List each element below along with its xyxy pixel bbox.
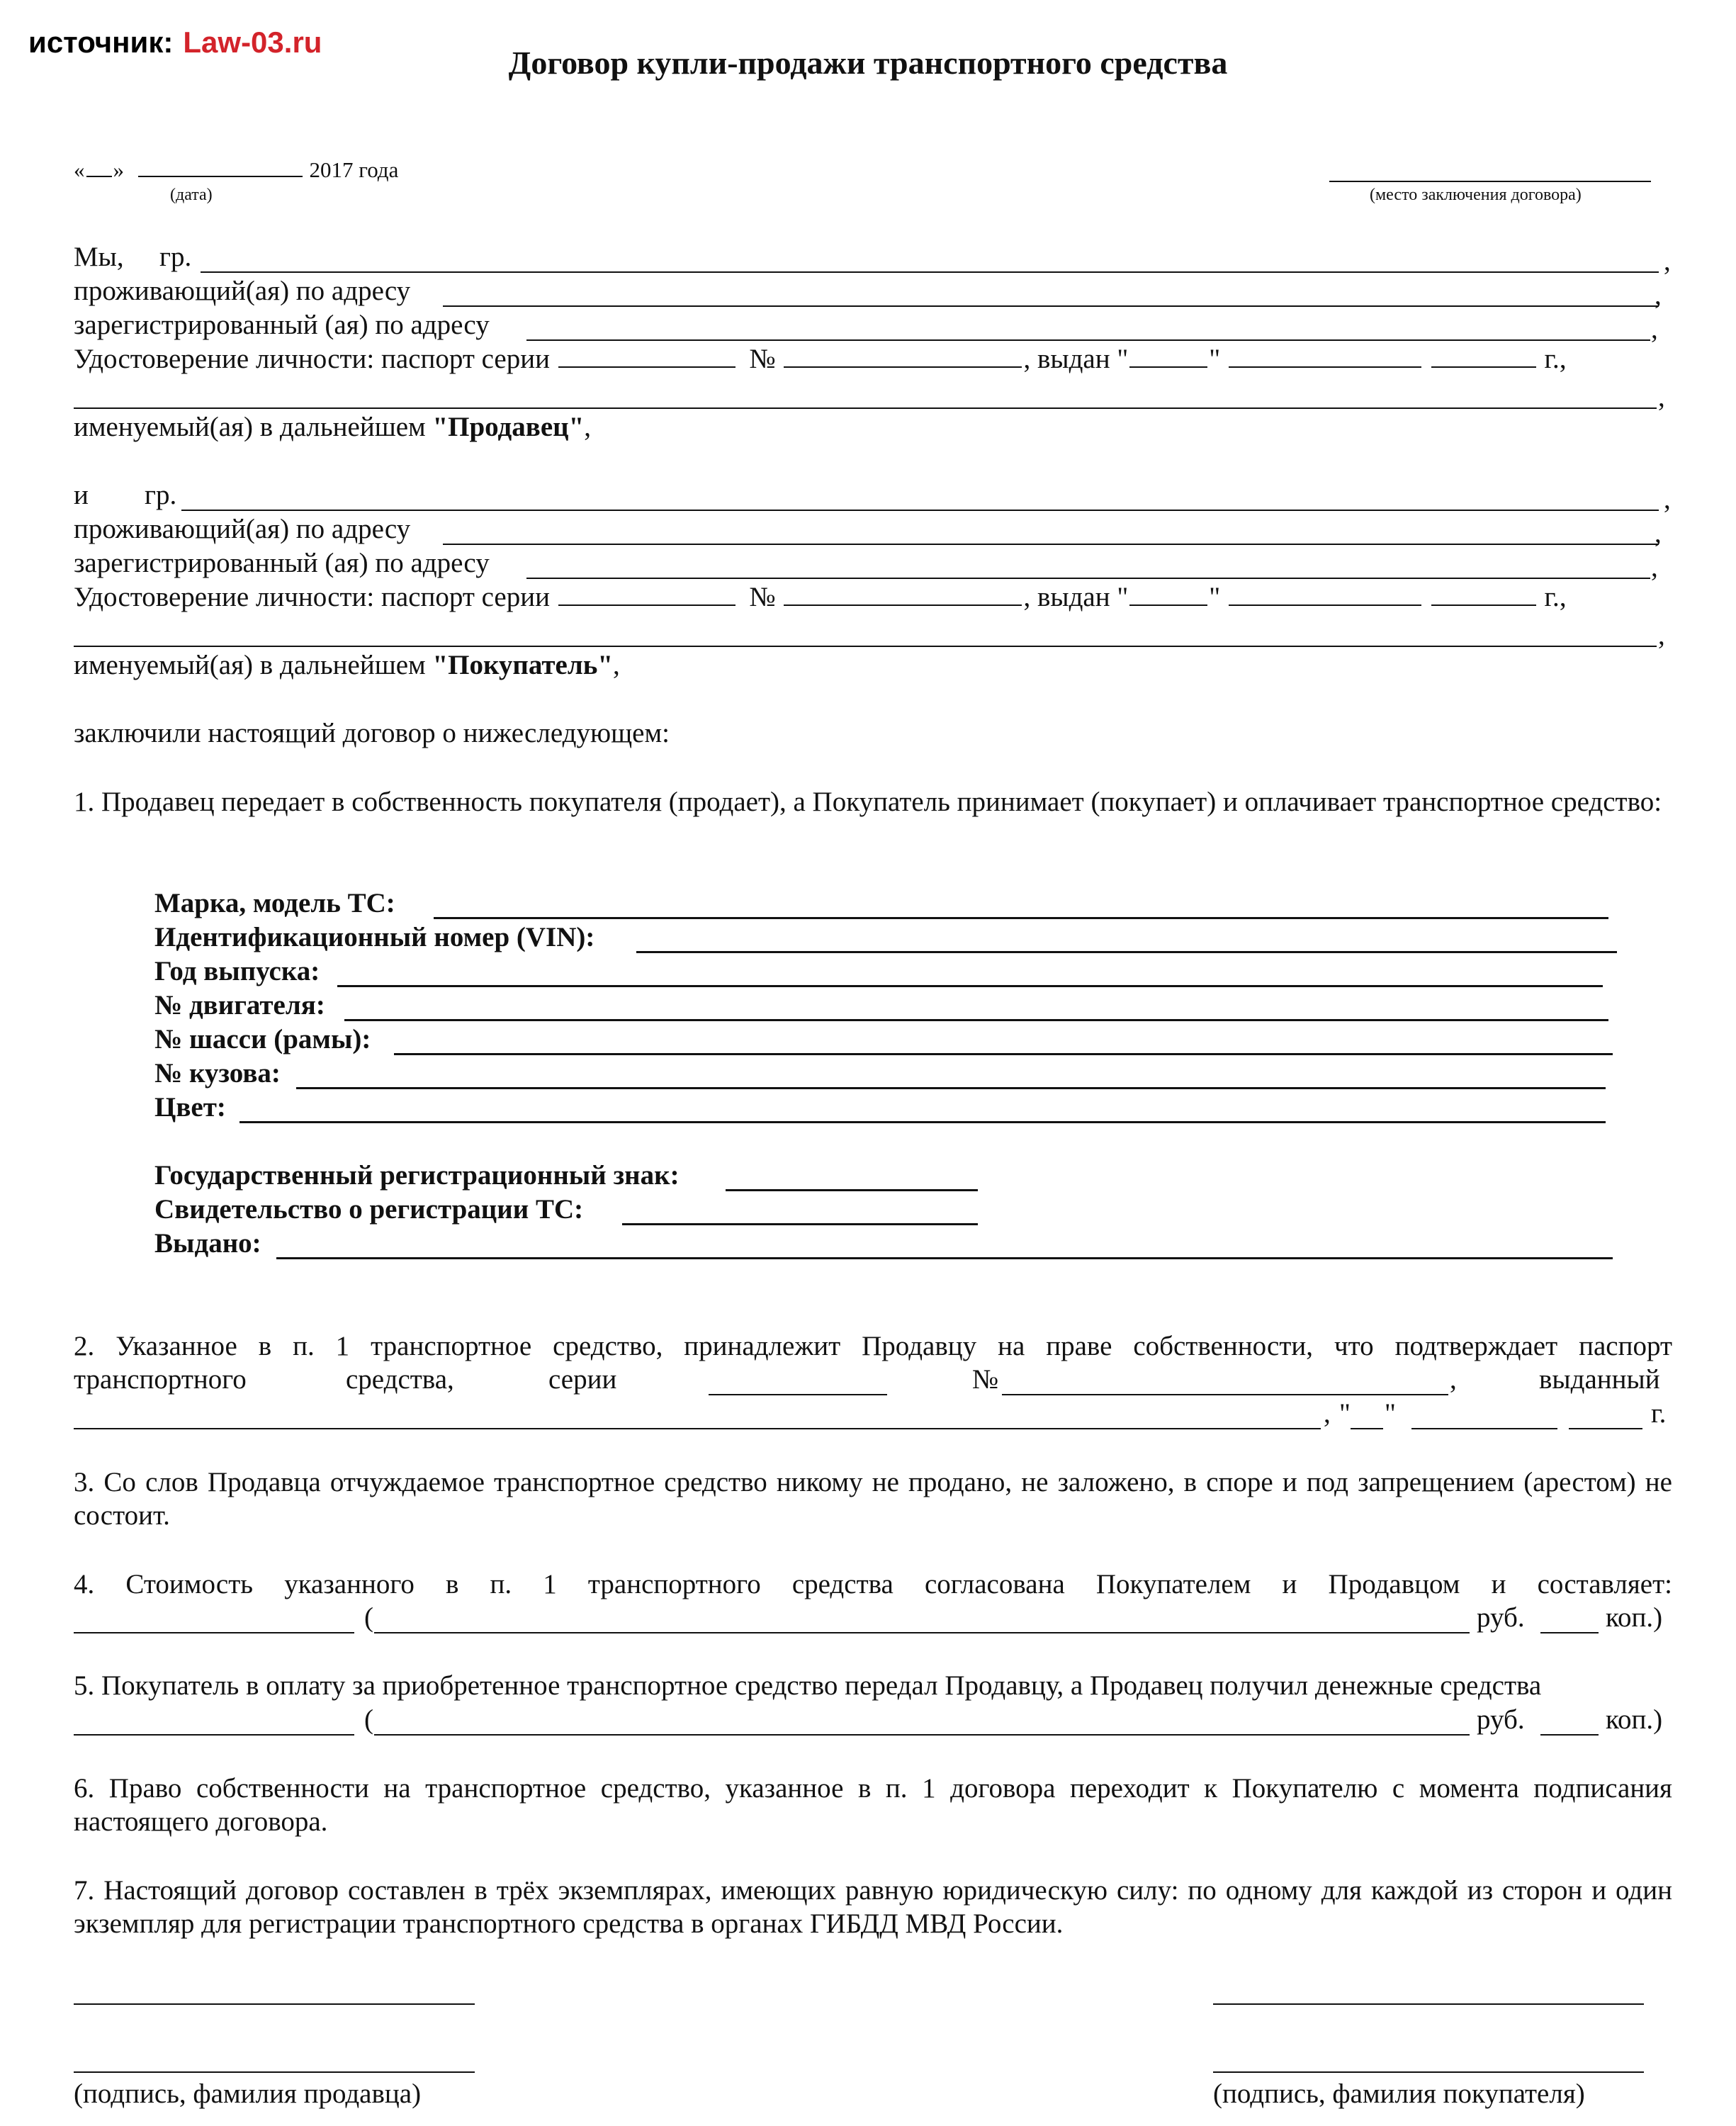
vehicle-body-label: № кузова:	[154, 1058, 281, 1089]
vehicle-year-label: Год выпуска:	[154, 956, 320, 986]
clause-7: 7. Настоящий договор составлен в трёх экземплярах, имеющих равную юридическую силу: по одному для каждой из сторон и один экземпляр для регистрации транспортного средства в органах ГИБДД МВД России.	[74, 1875, 1672, 1939]
vehicle-color-blank[interactable]	[239, 1121, 1606, 1123]
pts-year-blank[interactable]	[1569, 1428, 1642, 1429]
clause-5-line-1: 5. Покупатель в оплату за приобретенное транспортное средство передал Продавцу, а Продавец получил денежные средства	[74, 1670, 1542, 1701]
price-digits-blank[interactable]	[74, 1632, 354, 1633]
pts-day-blank[interactable]	[1351, 1428, 1383, 1429]
clause-3: 3. Со слов Продавца отчуждаемое транспортное средство никому не продано, не заложено, в споре и под запрещением (арестом) не состоит.	[74, 1467, 1672, 1531]
date-field: « » 2017 года	[74, 157, 399, 182]
clause-6: 6. Право собственности на транспортное средство, указанное в п. 1 договора переходит к Покупателю с момента подписания настоящего договора.	[74, 1773, 1672, 1837]
cert-issued-label: Выдано:	[154, 1228, 261, 1259]
buyer-designation: именуемый(ая) в дальнейшем "Покупатель",	[74, 650, 620, 680]
pts-month-blank[interactable]	[1411, 1428, 1557, 1429]
buyer-signature-blank-1[interactable]	[1213, 2003, 1644, 2005]
seller-designation: именуемый(ая) в дальнейшем "Продавец",	[74, 412, 592, 442]
payment-kop-blank[interactable]	[1540, 1734, 1599, 1736]
vehicle-color-label: Цвет:	[154, 1092, 226, 1123]
registration-cert-blank[interactable]	[622, 1223, 978, 1225]
vehicle-make-label: Марка, модель ТС:	[154, 888, 395, 918]
clause-1: 1. Продавец передает в собственность покупателя (продает), а Покупатель принимает (покупает) и оплачивает транспортное средство:	[74, 787, 1662, 817]
vehicle-make-blank[interactable]	[434, 917, 1608, 919]
document-title: Договор купли-продажи транспортного средства	[508, 45, 1228, 81]
buyer-issued-by-blank[interactable]	[74, 646, 1657, 647]
payment-digits-blank[interactable]	[74, 1734, 354, 1736]
pts-series-blank[interactable]	[709, 1394, 887, 1395]
pts-issuer-blank[interactable]	[74, 1428, 1321, 1429]
buyer-name-blank[interactable]	[181, 510, 1659, 511]
seller-signature-blank-2[interactable]	[74, 2071, 475, 2073]
vehicle-year-blank[interactable]	[337, 985, 1603, 987]
vehicle-body-blank[interactable]	[296, 1087, 1606, 1089]
clause-2-line-1: 2. Указанное в п. 1 транспортное средство, принадлежит Продавцу на праве собственности, что подтверждает паспорт	[74, 1331, 1672, 1361]
vehicle-engine-blank[interactable]	[344, 1019, 1608, 1021]
buyer-signature-blank-2[interactable]	[1213, 2071, 1644, 2073]
source-site-link[interactable]: Law-03.ru	[183, 26, 322, 59]
price-words-blank[interactable]	[374, 1632, 1470, 1633]
pts-number-blank[interactable]	[1002, 1394, 1448, 1395]
registration-cert-label: Свидетельство о регистрации ТС:	[154, 1194, 584, 1225]
place-blank[interactable]	[1329, 181, 1651, 182]
plate-blank[interactable]	[726, 1189, 978, 1191]
source-prefix: источник:	[28, 26, 174, 59]
date-year: 2017 года	[309, 157, 399, 182]
vehicle-vin-blank[interactable]	[636, 951, 1617, 953]
price-kop-blank[interactable]	[1540, 1632, 1599, 1633]
buyer-signature-caption: (подпись, фамилия покупателя)	[1213, 2079, 1585, 2109]
vehicle-vin-label: Идентификационный номер (VIN):	[154, 922, 595, 952]
plate-label: Государственный регистрационный знак:	[154, 1160, 680, 1191]
vehicle-chassis-label: № шасси (рамы):	[154, 1024, 371, 1054]
seller-signature-blank-1[interactable]	[74, 2003, 475, 2005]
place-caption: (место заключения договора)	[1370, 186, 1582, 204]
payment-words-blank[interactable]	[374, 1734, 1470, 1736]
vehicle-engine-label: № двигателя:	[154, 990, 325, 1020]
date-caption: (дата)	[170, 186, 213, 204]
seller-address-blank[interactable]	[443, 305, 1659, 307]
buyer-registration-blank[interactable]	[526, 578, 1650, 579]
seller-signature-caption: (подпись, фамилия продавца)	[74, 2079, 422, 2109]
clause-4-line-1: 4. Стоимость указанного в п. 1 транспортного средства согласована Покупателем и Продавцом и составляет:	[74, 1569, 1672, 1599]
buyer-address-blank[interactable]	[443, 544, 1659, 545]
vehicle-chassis-blank[interactable]	[394, 1053, 1613, 1055]
intro-text: заключили настоящий договор о нижеследующем:	[74, 718, 670, 748]
seller-issued-by-blank[interactable]	[74, 407, 1657, 409]
seller-name-blank[interactable]	[201, 271, 1659, 273]
seller-id-row: Удостоверение личности: паспорт серии № , выдан " " г.,	[74, 344, 1567, 374]
seller-registration-blank[interactable]	[526, 339, 1650, 341]
cert-issued-blank[interactable]	[276, 1257, 1613, 1259]
buyer-id-row: Удостоверение личности: паспорт серии № , выдан " " г.,	[74, 582, 1567, 612]
